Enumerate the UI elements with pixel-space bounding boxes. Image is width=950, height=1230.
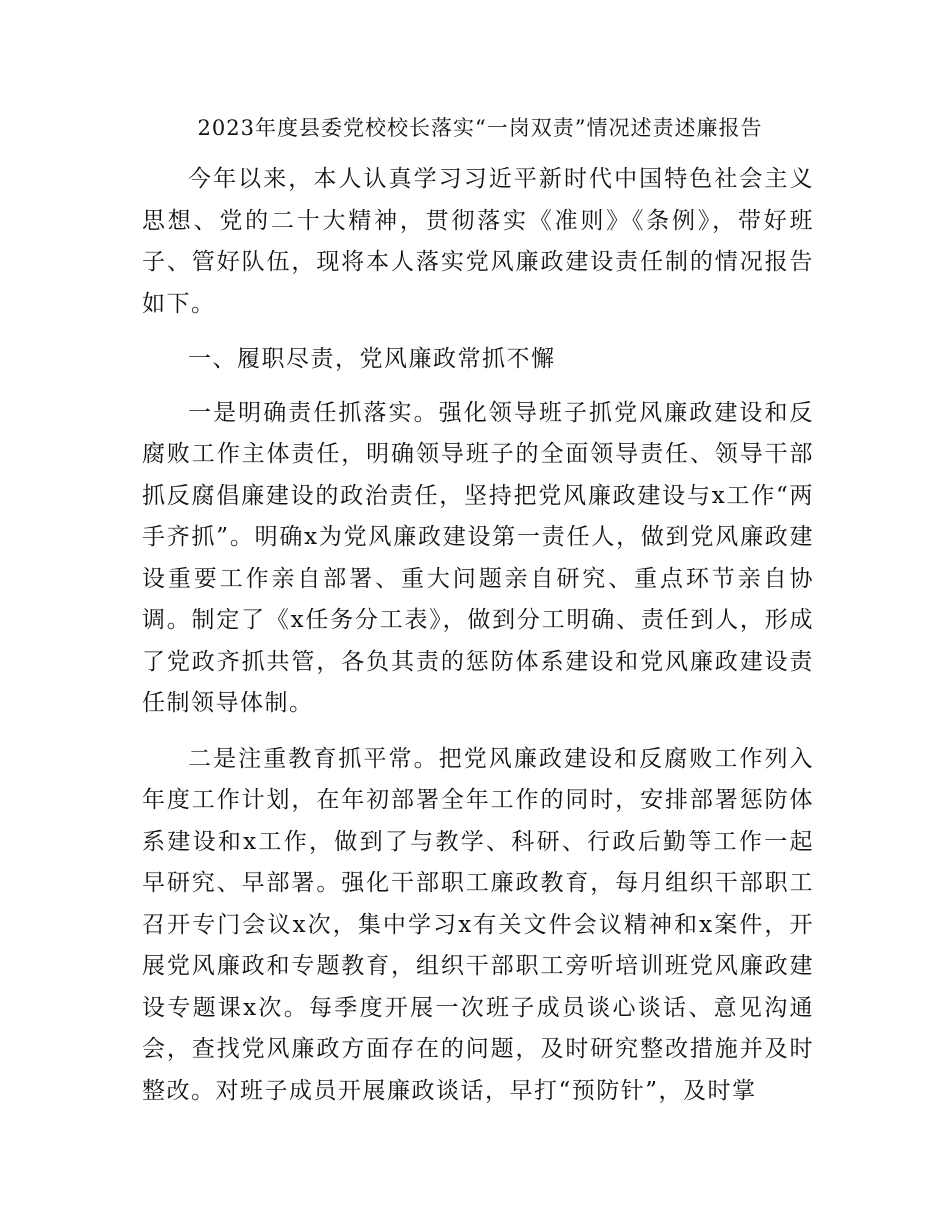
paragraph-education: 二是注重教育抓平常。把党风廉政建设和反腐败工作列入年度工作计划，在年初部署全年工作的同时，安排部署惩防体系建设和x工作，做到了与教学、科研、行政后勤等工作一起早研究、早部署。强化干部职工廉政教育，每月组织干部职工召开专门会议x次，集中学习x有关文件会议精神和x案件，开展党风廉政和专题教育，组织干部职工旁听培训班党风廉政建设专题课x次。每季度开展一次班子成员谈心谈话、意见沟通会，查找党风廉政方面存在的问题，及时研究整改措施并及时整改。对班子成员开展廉政谈话，早打“预防针”，及时掌 [142,745,814,1104]
paragraph-responsibility: 一是明确责任抓落实。强化领导班子抓党风廉政建设和反腐败工作主体责任，明确领导班子的全面领导责任、领导干部抓反腐倡廉建设的政治责任，坚持把党风廉政建设与x工作“两手齐抓”。明确x为党风廉政建设第一责任人，做到党风廉政建设重要工作亲自部署、重大问题亲自研究、重点环节亲自协调。制定了《x任务分工表》，做到分工明确、责任到人，形成了党政齐抓共管，各负其责的惩防体系建设和党风廉政建设责任制领导体制。 [142,399,814,716]
document-title: 2023年度县委党校校长落实“一岗双责”情况述责述廉报告 [197,116,763,140]
intro-paragraph: 今年以来，本人认真学习习近平新时代中国特色社会主义思想、党的二十大精神，贯彻落实《准则》《条例》，带好班子、管好队伍，现将本人落实党风廉政建设责任制的情况报告如下。 [142,166,814,317]
section-heading: 一、履职尽责，党风廉政常抓不懈 [188,346,556,372]
document-body [142,159,814,1126]
